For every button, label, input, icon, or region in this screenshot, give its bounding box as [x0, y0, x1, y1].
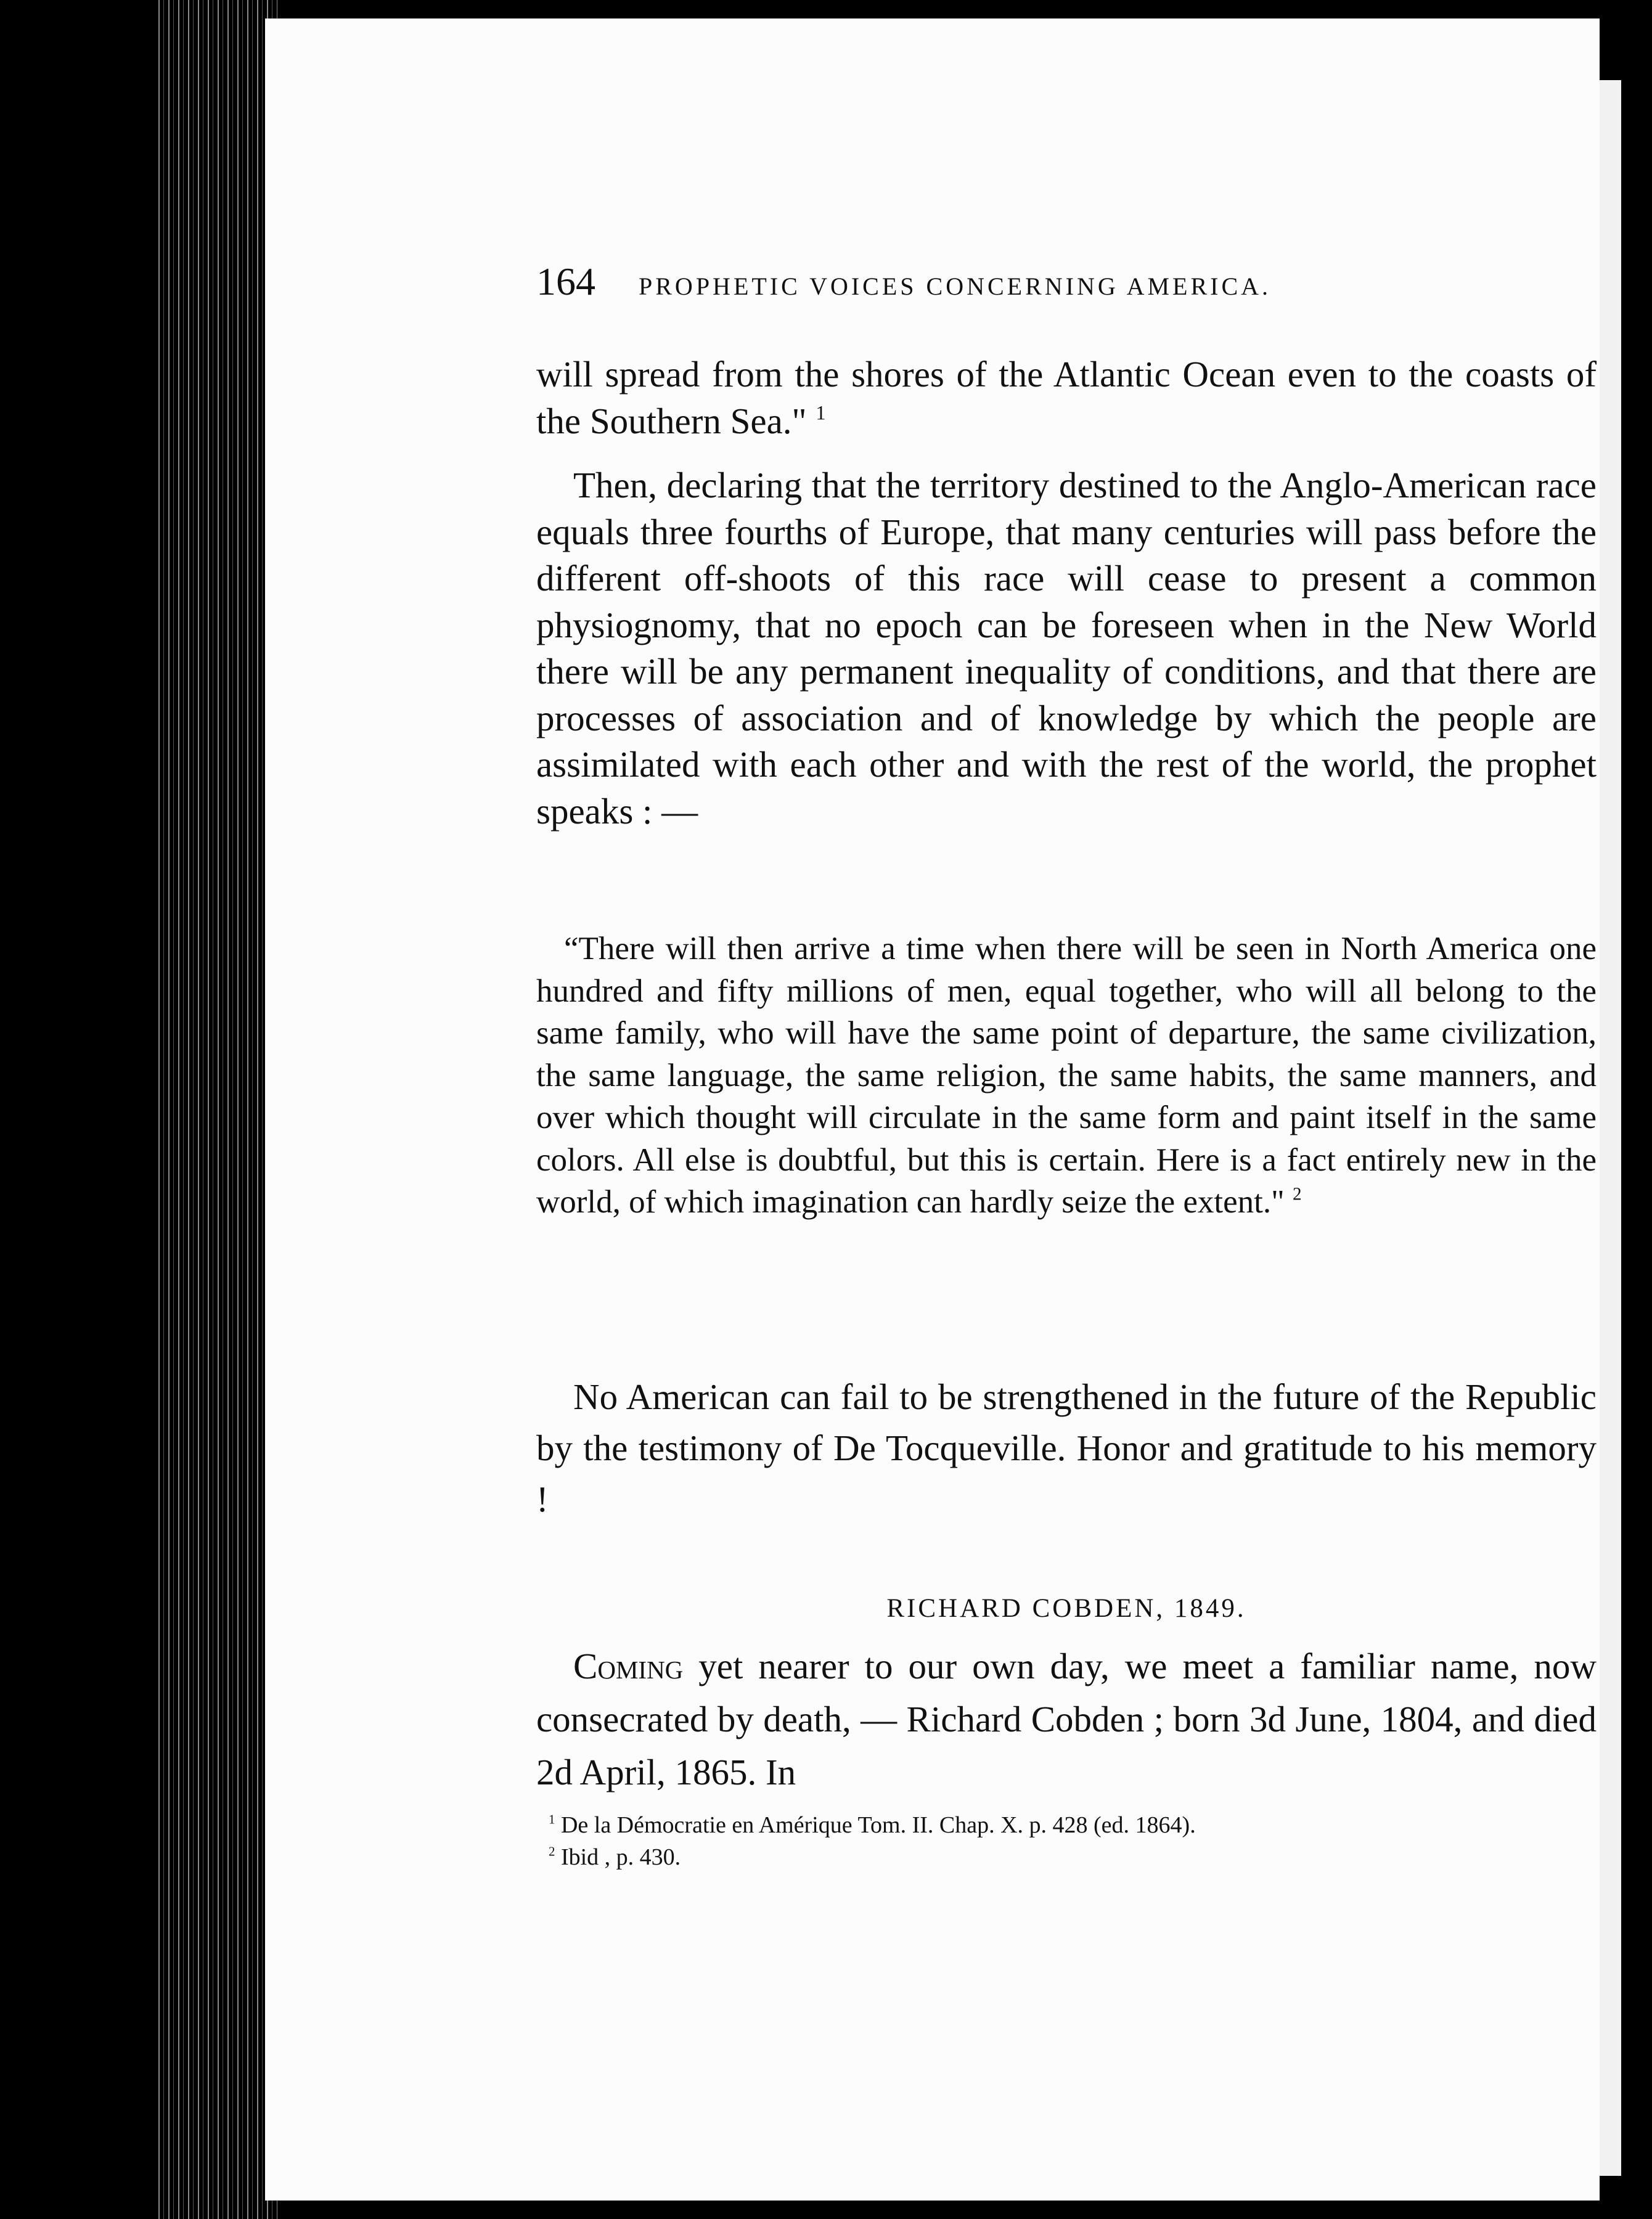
footnote-marker: 1	[549, 1812, 555, 1827]
section-heading: RICHARD COBDEN, 1849.	[886, 1594, 1246, 1623]
paragraph-tocqueville: Then, declaring that the territory destined to the Anglo-American race equals three fourths of Europe, that many centuries will pass before the different off-shoots of this race will cease to present a common physiognomy, that no epoch can be foreseen when in the New World there will be any permanent inequality of conditions, and that there are processes of association and of knowledge by which the people are assimilated with each other and with the rest of the world, the prophet speaks : —	[536, 465, 1597, 832]
footnote-ref: 1	[816, 401, 826, 424]
paragraph-text: will spread from the shores of the Atlantic Ocean even to the coasts of the Southern Sea."	[536, 354, 1597, 441]
footnote	[536, 1841, 1597, 1873]
block-quote	[536, 928, 1597, 1224]
book-page	[265, 18, 1600, 2201]
page-number: 164	[536, 259, 595, 303]
paragraph-conclusion: No American can fail to be strengthened in the future of the Republic by the testimony of De Tocqueville. Honor and gratitude to his memory !	[536, 1376, 1597, 1519]
paragraph-cobden	[536, 1640, 1597, 1799]
quote-text: “There will then arrive a time when there will be seen in North America one hundred and fifty millions of men, equal together, who will all belong to the same family, who will have the same point of departure, the same civilization, the same language, the same religion, the same habits, the same manners, and over which thought will circulate in the same form and paint itself in the same colors. All else is doubtful, but this is certain. Here is a fact entirely new in the world, of which imagination can hardly seize the extent."	[536, 931, 1597, 1220]
footnote-text: Ibid , p. 430.	[555, 1844, 681, 1870]
footnote-marker: 2	[549, 1844, 555, 1859]
running-title: PROPHETIC VOICES CONCERNING AMERICA.	[639, 272, 1272, 300]
running-head	[536, 259, 1609, 304]
footnote	[536, 1809, 1597, 1841]
paragraph-continuation	[536, 351, 1597, 444]
adjacent-page-edge	[1600, 80, 1621, 2176]
footnote-ref: 2	[1293, 1184, 1302, 1204]
footnotes	[536, 1809, 1597, 1873]
small-caps-lead: Coming	[573, 1646, 684, 1686]
footnote-text: De la Démocratie en Amérique Tom. II. Chap. X. p. 428 (ed. 1864).	[555, 1812, 1196, 1838]
book-page-edges	[154, 0, 277, 2219]
paragraph-text: yet nearer to our own day, we meet a familiar name, now consecrated by death, — Richard Cobden ; born 3d June, 1804, and died 2d April, 1865. In	[536, 1646, 1597, 1792]
